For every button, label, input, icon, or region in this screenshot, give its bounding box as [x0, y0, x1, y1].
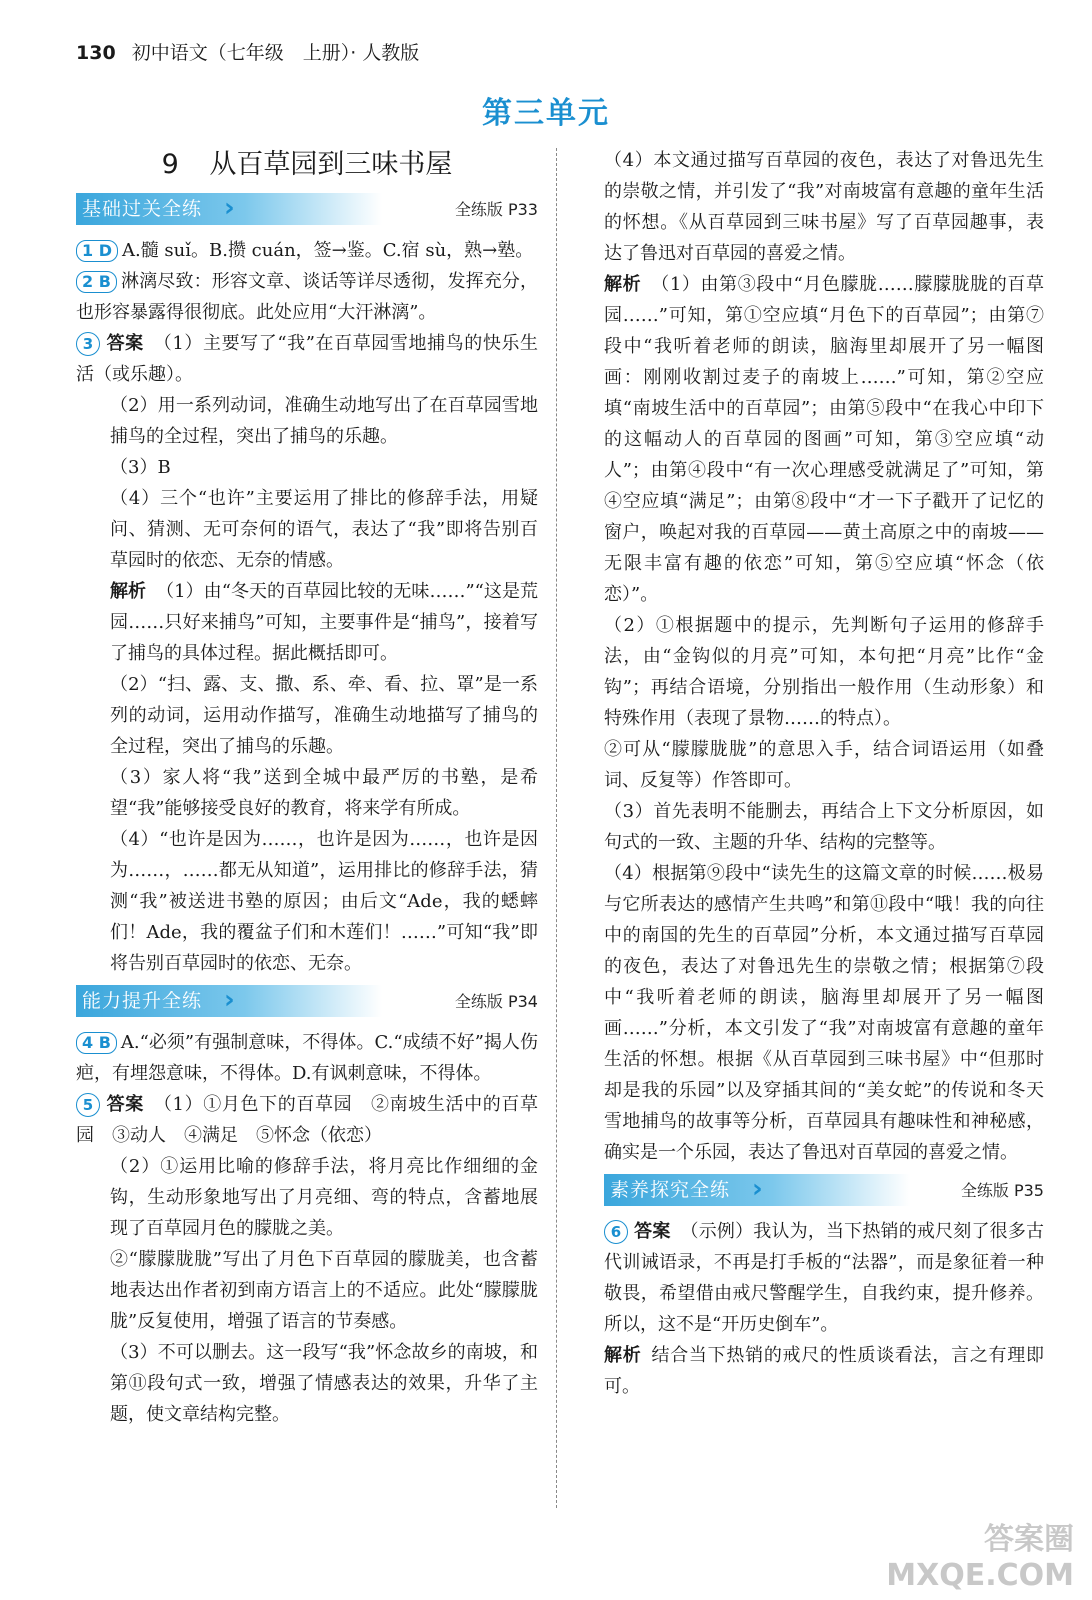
section-label: 素养探究全练 [610, 1179, 731, 1201]
chevron-right-icon: › [752, 1174, 764, 1204]
page-header [76, 38, 419, 65]
section-banner [76, 985, 382, 1017]
analysis-line: （3）首先表明不能删去，再结合上下文分析原因，如句式的一致、主题的升华、结构的完整等。 [604, 801, 1044, 853]
analysis-line: ②可从“朦朦胧胧”的意思入手，结合词语运用（如叠词、反复等）作答即可。 [604, 739, 1044, 791]
analysis-tag: 解析 [604, 274, 642, 295]
watermark-line: 答案圈 [984, 1522, 1074, 1557]
lesson-title [76, 145, 538, 185]
question-number: 6 [604, 1220, 628, 1244]
watermark-line: MXQE.COM [886, 1558, 1074, 1593]
answer-line: （3）B [110, 457, 171, 478]
question-6 [604, 1216, 1044, 1402]
analysis-line: （4）根据第⑨段中“读先生的这篇文章的时候……极易与它所表达的感情产生共鸣”和第⑪段中“哦！我的向往中的南国的先生的百草园”分析，本文通过描写百草园的夜色，表达了对鲁迅先生的崇敬之情；根据第⑦段中“我听着老师的朗读，脑海里却展开了另一幅图画……”分析，本文引发了“我”对南坡富有意趣的童年生活的怀想。根据《从百草园到三味书屋》中“但那时却是我的乐园”以及穿插其间的“美女蛇”的传说和冬天雪地捕鸟的故事等分析，百草园具有趣味性和神秘感，确实是一个乐园，表达了鲁迅对百草园的喜爱之情。 [604, 863, 1044, 1163]
watermark [886, 1522, 1074, 1594]
right-column [604, 145, 1044, 1402]
answer-tag: 答案 [106, 333, 144, 354]
column-divider [556, 148, 557, 1508]
question-4 [76, 1027, 538, 1089]
analysis-text: 结合当下热销的戒尺的性质谈看法，言之有理即可。 [604, 1345, 1045, 1397]
answer-tag: 答案 [106, 1094, 144, 1115]
chevron-right-icon: › [224, 985, 236, 1015]
analysis-line: （1）由第③段中“月色朦胧……朦朦胧胧的百草园……”可知，第①空应填“月色下的百草园”；由第⑦段中“我听着老师的朗读，脑海里却展开了另一幅图画：刚刚收割过麦子的南坡上……”可知，第②空应填“南坡生活中的百草园”；由第⑤段中“在我心中印下的这幅动人的百草园的图画”可知，第③空应填“动人”；由第④段中“有一次心理感受就满足了”可知，第④空应填“满足”；由第⑧段中“才一下子戳开了记忆的窗户，唤起对我的百草园——黄土高原之中的南坡——无限丰富有趣的依恋”可知，第⑤空应填“怀念（依恋）”。 [604, 274, 1045, 605]
answer-line: （4）本文通过描写百草园的夜色，表达了对鲁迅先生的崇敬之情，并引发了“我”对南坡富有意趣的童年生活的怀想。《从百草园到三味书屋》写了百草园趣事，表达了鲁迅对百草园的喜爱之情。 [604, 150, 1044, 264]
answer-badge: 2 B [76, 271, 117, 293]
section-banner [76, 193, 382, 225]
answer-text: （示例）我认为，当下热销的戒尺刻了很多古代训诫语录，不再是打手板的“法器”，而是象征着一种敬畏，希望借由戒尺警醒学生，自我约束，提升修养。所以，这不是“开历史倒车”。 [604, 1221, 1044, 1335]
analysis-tag: 解析 [604, 1345, 642, 1366]
lesson-number: 9 [161, 149, 179, 180]
answer-tag: 答案 [634, 1221, 671, 1242]
lesson-name: 从百草园到三味书屋 [209, 149, 453, 180]
section-banner [604, 1174, 910, 1206]
answer-text: 淋漓尽致：形容文章、谈话等详尽透彻，发挥充分，也形容暴露得很彻底。此处应用“大汗淋漓”。 [76, 271, 538, 323]
chevron-right-icon: › [224, 193, 236, 223]
analysis-line: （2）“扫、露、支、撒、系、牵、看、拉、罩”是一系列的动词，运用动作描写，准确生动地描写了捕鸟的全过程，突出了捕鸟的乐趣。 [110, 674, 538, 757]
section-label: 基础过关全练 [82, 198, 203, 220]
book-title: 初中语文（七年级 上册）· 人教版 [131, 42, 420, 64]
analysis-line: （3）家人将“我”送到全城中最严厉的书塾，是希望“我”能够接受良好的教育，将来学有所成。 [110, 767, 538, 819]
analysis-line: （1）由“冬天的百草园比较的无味……”“这是荒园……只好来捕鸟”可知，主要事件是“捕鸟”，接着写了捕鸟的具体过程。据此概括即可。 [110, 581, 538, 664]
answer-line: （2）①运用比喻的修辞手法，将月亮比作细细的金钩，生动形象地写出了月亮细、弯的特点，含蓄地展现了百草园月色的朦胧之美。 [110, 1156, 538, 1239]
section-ref: 全练版 P34 [454, 992, 538, 1011]
question-5-continued [604, 145, 1044, 1168]
question-number: 3 [76, 332, 100, 356]
question-3 [76, 328, 538, 979]
answer-badge: 4 B [76, 1032, 117, 1054]
answer-text: A.“必须”有强制意味，不得体。C.“成绩不好”揭人伤疤，有埋怨意味，不得体。D.有讽刺意味，不得体。 [76, 1032, 538, 1084]
question-number: 5 [76, 1093, 100, 1117]
left-column [76, 145, 538, 1430]
analysis-tag: 解析 [110, 581, 147, 602]
answer-line: （1）①月色下的百草园 ②南坡生活中的百草园 ③动人 ④满足 ⑤怀念（依恋） [76, 1094, 539, 1146]
answer-line: （2）用一系列动词，准确生动地写出了在百草园雪地捕鸟的全过程，突出了捕鸟的乐趣。 [110, 395, 538, 447]
question-5 [76, 1089, 538, 1430]
question-2 [76, 266, 538, 328]
answer-badge: 1 D [76, 240, 118, 262]
section-ref: 全练版 P35 [960, 1181, 1044, 1200]
analysis-line: （4）“也许是因为……，也许是因为……，也许是因为……，……都无从知道”，运用排比的修辞手法，猜测“我”被送进书塾的原因；由后文“Ade，我的蟋蟀们！Ade，我的覆盆子们和木莲们！……”可知“我”即将告别百草园时的依恋、无奈。 [110, 829, 538, 974]
analysis-line: （2）①根据题中的提示，先判断句子运用的修辞手法，由“金钩似的月亮”可知，本句把“月亮”比作“金钩”；再结合语境，分别指出一般作用（生动形象）和特殊作用（表现了景物……的特点）。 [604, 615, 1044, 729]
answer-text: A.髓 suǐ。B.攒 cuán，签→鉴。C.宿 sù，熟→塾。 [121, 240, 534, 261]
section-ref: 全练版 P33 [454, 200, 538, 219]
section-ability [76, 985, 538, 1019]
section-literacy [604, 1174, 1044, 1208]
section-label: 能力提升全练 [82, 990, 203, 1012]
unit-title: 第三单元 [482, 96, 610, 131]
answer-line: （4）三个“也许”主要运用了排比的修辞手法，用疑问、猜测、无可奈何的语气，表达了“我”即将告别百草园时的依恋、无奈的情感。 [110, 488, 538, 571]
answer-line: （3）不可以删去。这一段写“我”怀念故乡的南坡，和第⑪段句式一致，增强了情感表达的效果，升华了主题，使文章结构完整。 [110, 1342, 538, 1425]
answer-line: ②“朦朦胧胧”写出了月色下百草园的朦胧美，也含蓄地表达出作者初到南方语言上的不适应。此处“朦朦胧胧”反复使用，增强了语言的节奏感。 [110, 1249, 538, 1332]
section-basic [76, 193, 538, 227]
question-1 [76, 235, 538, 266]
answer-line: （1）主要写了“我”在百草园雪地捕鸟的快乐生活（或乐趣）。 [76, 333, 539, 385]
page-number: 130 [76, 42, 116, 64]
